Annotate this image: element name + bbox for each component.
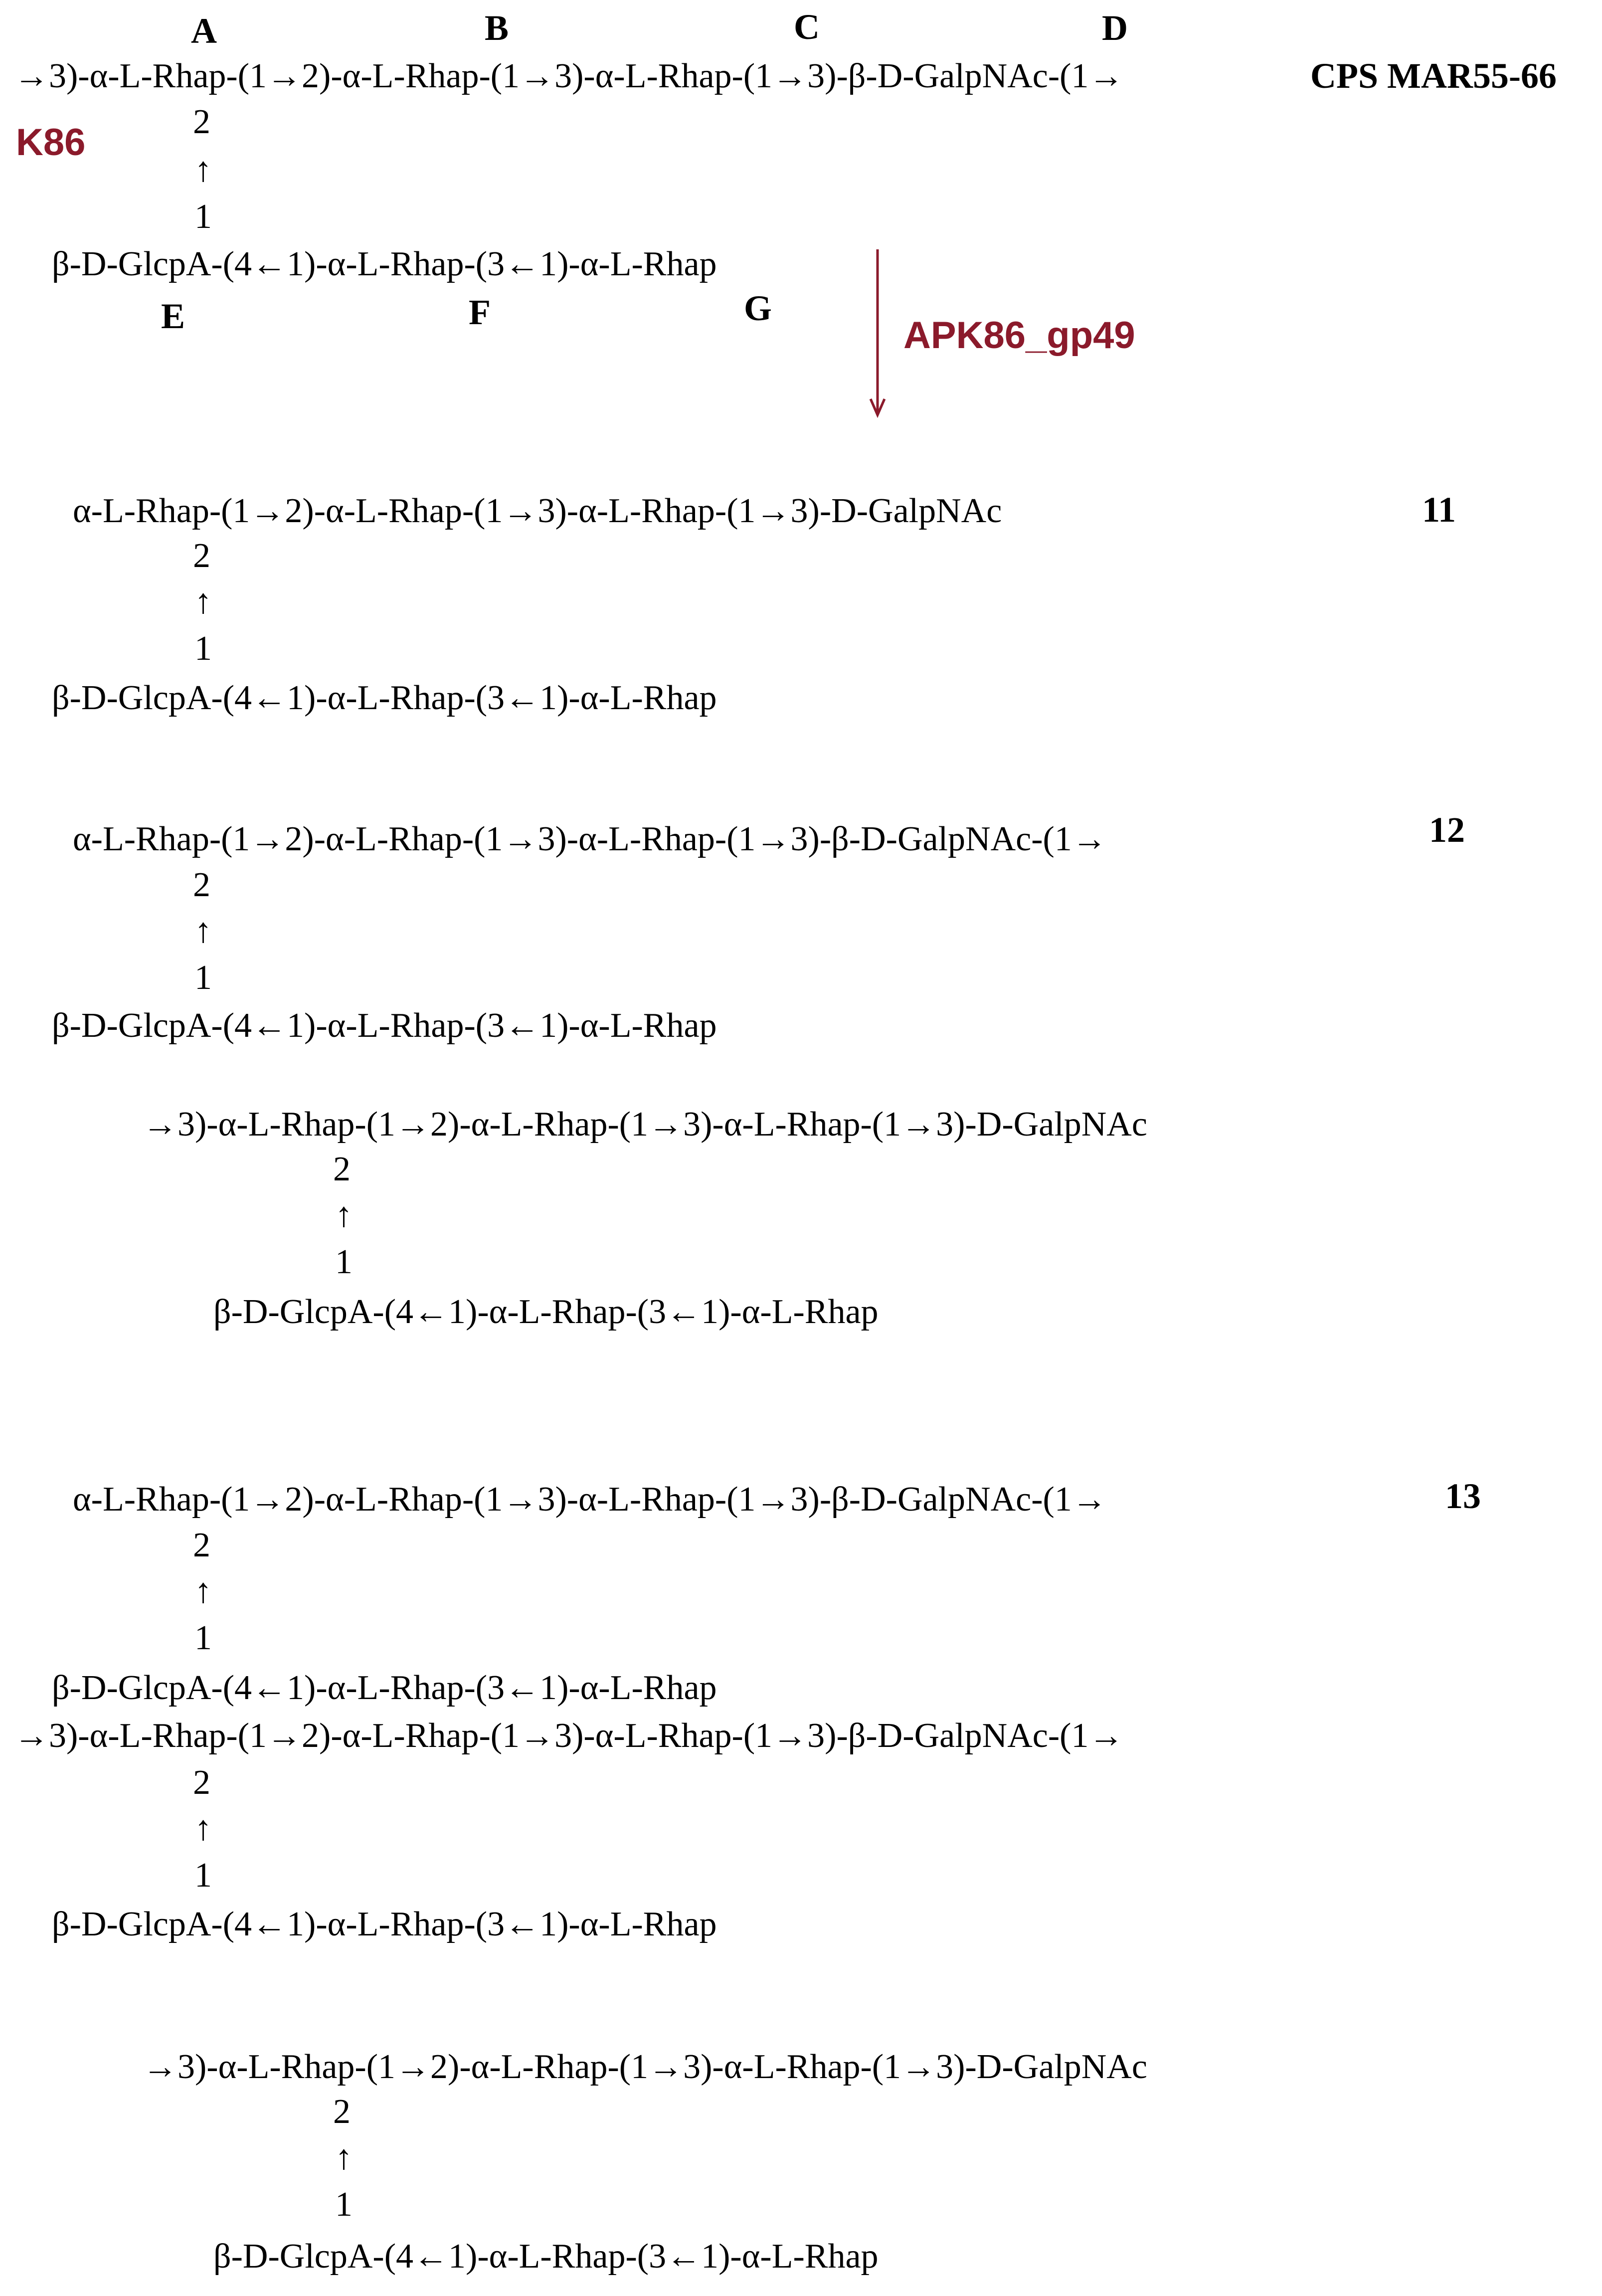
- product-number-11: 11: [1422, 490, 1456, 530]
- product-13-unit-3-branch-position-2: 2: [333, 2093, 351, 2131]
- product-11-branch-position-1: 1: [194, 629, 212, 668]
- product-12-unit-1-branch-position-1: 1: [194, 958, 212, 997]
- product-11-branch-position-2: 2: [193, 537, 210, 575]
- product-13-unit-1-branch-position-1: 1: [194, 1619, 212, 1657]
- product-11-main-chain: α-L-Rhap-(1→2)-α-L-Rhap-(1→3)-α-L-Rhap-(1→3)-D-GalpNAc: [73, 492, 1002, 530]
- down-arrow-icon: [868, 249, 888, 419]
- product-11-branch-up-arrow-icon: ↑: [194, 582, 212, 621]
- product-12-unit-1-main-chain: α-L-Rhap-(1→2)-α-L-Rhap-(1→3)-α-L-Rhap-(1→3)-β-D-GalpNAc-(1→: [73, 820, 1107, 858]
- product-12-unit-1-side-chain: β-D-GlcpA-(4←1)-α-L-Rhap-(3←1)-α-L-Rhap: [52, 1006, 717, 1045]
- residue-label-g: G: [744, 288, 772, 328]
- residue-label-b: B: [485, 8, 509, 48]
- branch-position-1: 1: [194, 197, 212, 236]
- product-13-unit-1-side-chain: β-D-GlcpA-(4←1)-α-L-Rhap-(3←1)-α-L-Rhap: [52, 1669, 717, 1707]
- product-11-side-chain: β-D-GlcpA-(4←1)-α-L-Rhap-(3←1)-α-L-Rhap: [52, 679, 717, 717]
- product-13-unit-2-branch-up-arrow-icon: ↑: [194, 1809, 212, 1848]
- product-13-unit-2-branch-position-1: 1: [194, 1856, 212, 1895]
- product-12-unit-1-branch-up-arrow-icon: ↑: [194, 912, 212, 950]
- k-serotype-label: K86: [16, 121, 86, 164]
- product-12-unit-1-branch-position-2: 2: [193, 866, 210, 904]
- residue-label-a: A: [191, 11, 217, 51]
- product-number-13: 13: [1445, 1476, 1481, 1516]
- product-13-unit-2-branch-position-2: 2: [193, 1763, 210, 1802]
- product-13-unit-1-branch-position-2: 2: [193, 1526, 210, 1564]
- product-13-unit-3-side-chain: β-D-GlcpA-(4←1)-α-L-Rhap-(3←1)-α-L-Rhap: [213, 2237, 879, 2276]
- product-12-unit-2-side-chain: β-D-GlcpA-(4←1)-α-L-Rhap-(3←1)-α-L-Rhap: [213, 1293, 879, 1331]
- branch-position-2: 2: [193, 103, 210, 141]
- product-13-unit-3-branch-position-1: 1: [335, 2185, 353, 2224]
- product-13-unit-1-main-chain: α-L-Rhap-(1→2)-α-L-Rhap-(1→3)-α-L-Rhap-(1→3)-β-D-GalpNAc-(1→: [73, 1480, 1107, 1519]
- cps-label: CPS MAR55-66: [1310, 56, 1557, 96]
- cps-side-chain: β-D-GlcpA-(4←1)-α-L-Rhap-(3←1)-α-L-Rhap: [52, 245, 717, 283]
- branch-up-arrow-icon: ↑: [194, 151, 212, 189]
- product-13-unit-3-main-chain: →3)-α-L-Rhap-(1→2)-α-L-Rhap-(1→3)-α-L-Rhap-(1→3)-D-GalpNAc: [143, 2048, 1147, 2086]
- residue-label-c: C: [794, 7, 820, 47]
- product-13-unit-2-side-chain: β-D-GlcpA-(4←1)-α-L-Rhap-(3←1)-α-L-Rhap: [52, 1905, 717, 1943]
- product-13-unit-1-branch-up-arrow-icon: ↑: [194, 1572, 212, 1610]
- residue-label-f: F: [469, 292, 491, 332]
- product-12-unit-2-main-chain: →3)-α-L-Rhap-(1→2)-α-L-Rhap-(1→3)-α-L-Rhap-(1→3)-D-GalpNAc: [143, 1105, 1147, 1144]
- product-number-12: 12: [1429, 810, 1465, 850]
- residue-label-d: D: [1102, 8, 1128, 48]
- enzyme-label: APK86_gp49: [903, 314, 1135, 357]
- cps-main-chain: →3)-α-L-Rhap-(1→2)-α-L-Rhap-(1→3)-α-L-Rhap-(1→3)-β-D-GalpNAc-(1→: [14, 57, 1124, 95]
- residue-label-e: E: [161, 296, 185, 336]
- product-12-unit-2-branch-up-arrow-icon: ↑: [335, 1196, 353, 1234]
- product-12-unit-2-branch-position-2: 2: [333, 1150, 351, 1188]
- product-12-unit-2-branch-position-1: 1: [335, 1243, 353, 1281]
- product-13-unit-3-branch-up-arrow-icon: ↑: [335, 2138, 353, 2177]
- product-13-unit-2-main-chain: →3)-α-L-Rhap-(1→2)-α-L-Rhap-(1→3)-α-L-Rhap-(1→3)-β-D-GalpNAc-(1→: [14, 1717, 1124, 1755]
